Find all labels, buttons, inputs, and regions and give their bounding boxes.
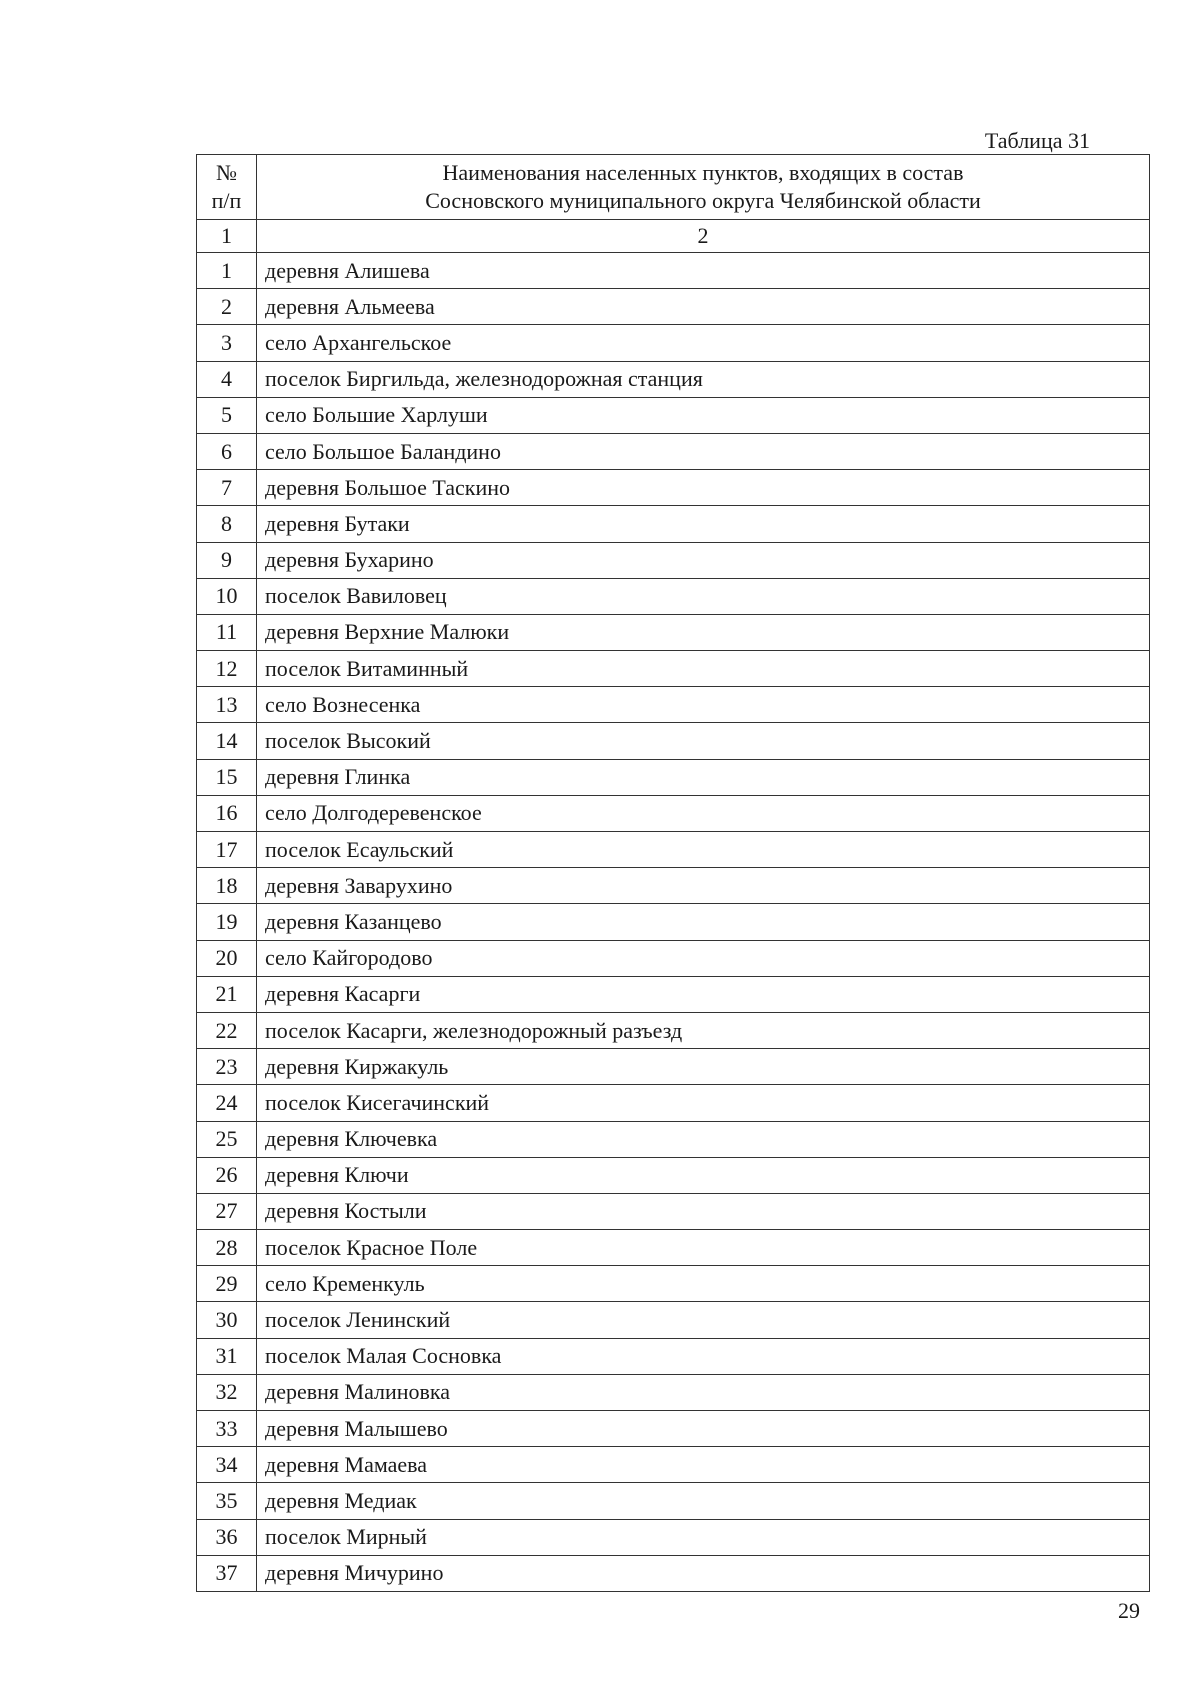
table-row [197,1266,1150,1302]
row-number: 36 [197,1519,257,1555]
row-number: 17 [197,832,257,868]
column-index-row [197,220,1150,253]
table-row [197,1555,1150,1591]
settlement-name: деревня Малиновка [257,1374,1150,1410]
settlement-name: деревня Верхние Малюки [257,614,1150,650]
settlement-name: поселок Касарги, железнодорожный разъезд [257,1012,1150,1048]
table-row [197,506,1150,542]
table-row [197,1085,1150,1121]
table-row [197,289,1150,325]
table-row [197,651,1150,687]
table-row [197,1302,1150,1338]
row-number: 6 [197,433,257,469]
row-number: 12 [197,651,257,687]
settlement-name: поселок Витаминный [257,651,1150,687]
row-number: 21 [197,976,257,1012]
settlement-name: деревня Бутаки [257,506,1150,542]
settlement-name: деревня Киржакуль [257,1049,1150,1085]
table-row [197,940,1150,976]
row-number: 20 [197,940,257,976]
row-number: 35 [197,1483,257,1519]
settlement-name: деревня Глинка [257,759,1150,795]
table-body [197,253,1150,1592]
row-number: 4 [197,361,257,397]
settlement-name: поселок Вавиловец [257,578,1150,614]
table-row [197,795,1150,831]
row-number: 37 [197,1555,257,1591]
settlement-name: деревня Большое Таскино [257,470,1150,506]
settlement-name: деревня Мичурино [257,1555,1150,1591]
row-number: 23 [197,1049,257,1085]
settlement-name: село Кременкуль [257,1266,1150,1302]
row-number: 1 [197,253,257,289]
settlement-name: деревня Мамаева [257,1447,1150,1483]
settlement-name: деревня Алишева [257,253,1150,289]
settlement-name: деревня Медиак [257,1483,1150,1519]
table-row [197,976,1150,1012]
row-number: 34 [197,1447,257,1483]
table-row [197,470,1150,506]
row-number: 10 [197,578,257,614]
settlement-name: село Большое Баландино [257,433,1150,469]
table-row [197,325,1150,361]
table-row [197,687,1150,723]
settlement-name: деревня Заварухино [257,868,1150,904]
settlement-name: село Архангельское [257,325,1150,361]
settlement-name: деревня Касарги [257,976,1150,1012]
header-number-symbol: № [216,160,237,185]
row-number: 16 [197,795,257,831]
settlement-name: поселок Красное Поле [257,1230,1150,1266]
row-number: 8 [197,506,257,542]
settlement-name: поселок Кисегачинский [257,1085,1150,1121]
column-index-num: 1 [197,220,257,253]
settlement-name: деревня Казанцево [257,904,1150,940]
table-row [197,397,1150,433]
settlement-name: поселок Биргильда, железнодорожная станция [257,361,1150,397]
table-row [197,1483,1150,1519]
settlements-table [196,154,1150,1592]
settlement-name: деревня Малышево [257,1411,1150,1447]
table-row [197,1012,1150,1048]
table-row [197,1193,1150,1229]
table-row [197,904,1150,940]
settlement-name: поселок Малая Сосновка [257,1338,1150,1374]
table-row [197,723,1150,759]
row-number: 15 [197,759,257,795]
settlement-name: деревня Альмеева [257,289,1150,325]
column-index-name: 2 [257,220,1150,253]
row-number: 3 [197,325,257,361]
row-number: 2 [197,289,257,325]
row-number: 33 [197,1411,257,1447]
settlement-name: поселок Ленинский [257,1302,1150,1338]
table-caption: Таблица 31 [984,128,1090,153]
row-number: 31 [197,1338,257,1374]
settlement-name: деревня Ключевка [257,1121,1150,1157]
table-row [197,578,1150,614]
settlement-name: село Вознесенка [257,687,1150,723]
settlement-name: село Большие Харлуши [257,397,1150,433]
table-row [197,1157,1150,1193]
table-row [197,361,1150,397]
row-number: 30 [197,1302,257,1338]
table-row [197,832,1150,868]
table-row [197,1411,1150,1447]
table-row [197,1049,1150,1085]
table-header-row [197,155,1150,220]
header-name-line-1: Наименования населенных пунктов, входящих в состав [442,160,964,185]
settlement-name: село Кайгородово [257,940,1150,976]
row-number: 32 [197,1374,257,1410]
table-row [197,1447,1150,1483]
settlement-name: поселок Мирный [257,1519,1150,1555]
table-row [197,433,1150,469]
row-number: 29 [197,1266,257,1302]
row-number: 11 [197,614,257,650]
settlement-name: поселок Есаульский [257,832,1150,868]
row-number: 24 [197,1085,257,1121]
settlement-name: деревня Ключи [257,1157,1150,1193]
header-name-line-2: Сосновского муниципального округа Челябинской области [425,188,981,213]
settlement-name: деревня Костыли [257,1193,1150,1229]
row-number: 7 [197,470,257,506]
settlement-name: поселок Высокий [257,723,1150,759]
table-row [197,1374,1150,1410]
row-number: 18 [197,868,257,904]
table-row [197,1338,1150,1374]
row-number: 13 [197,687,257,723]
table-row [197,253,1150,289]
row-number: 26 [197,1157,257,1193]
row-number: 25 [197,1121,257,1157]
table-row [197,868,1150,904]
table-row [197,1230,1150,1266]
header-number-cell [197,155,257,220]
row-number: 14 [197,723,257,759]
header-number-abbrev: п/п [211,188,242,213]
header-name-cell [257,155,1150,220]
page-number: 29 [1118,1598,1140,1623]
row-number: 22 [197,1012,257,1048]
table-row [197,1519,1150,1555]
row-number: 9 [197,542,257,578]
table-row [197,614,1150,650]
row-number: 27 [197,1193,257,1229]
row-number: 5 [197,397,257,433]
settlement-name: село Долгодеревенское [257,795,1150,831]
table-row [197,759,1150,795]
row-number: 28 [197,1230,257,1266]
row-number: 19 [197,904,257,940]
table-row [197,1121,1150,1157]
settlement-name: деревня Бухарино [257,542,1150,578]
table-row [197,542,1150,578]
